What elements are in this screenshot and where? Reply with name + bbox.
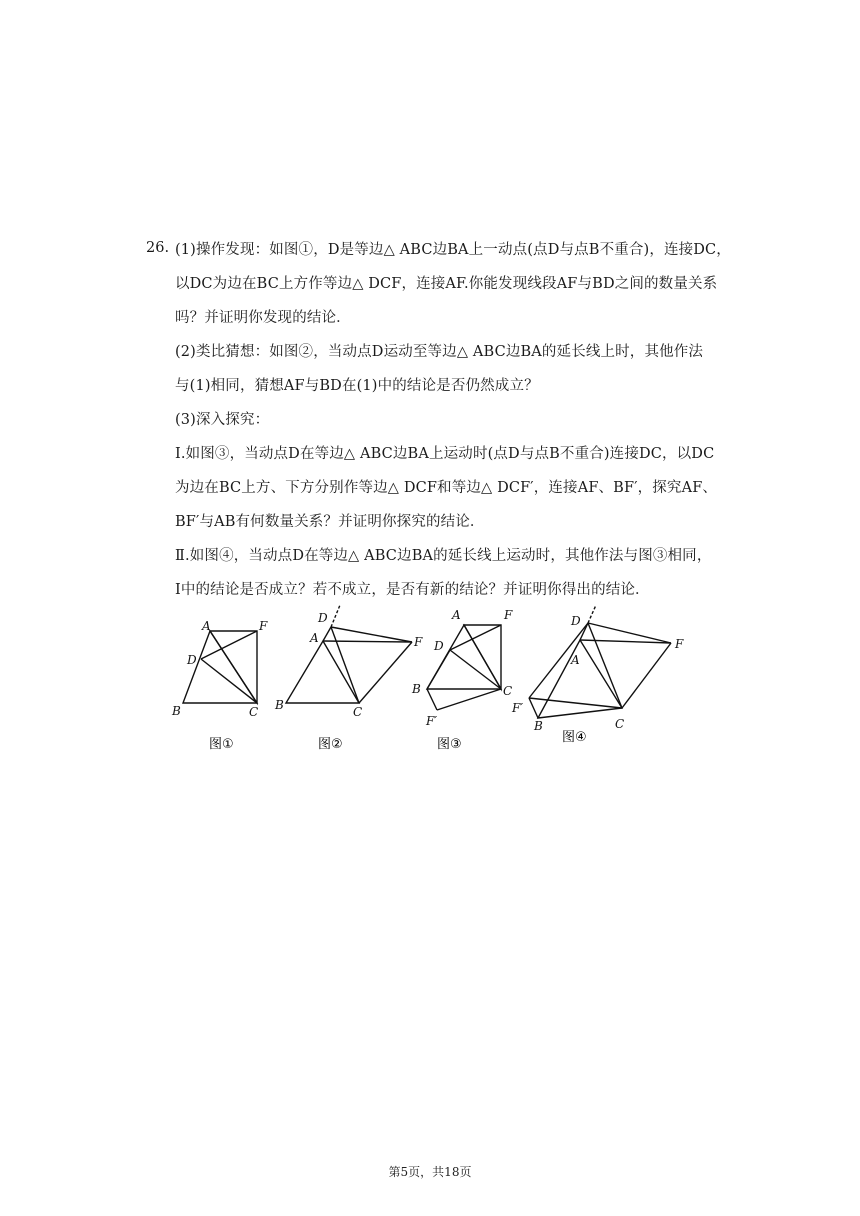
fig4-point-f: F — [675, 637, 684, 651]
figure-1-diagram — [183, 631, 257, 703]
fig4-point-d: D — [571, 614, 581, 628]
fig3-point-c: C — [503, 684, 513, 698]
fig2-point-b: B — [275, 698, 284, 712]
geometry-figures — [160, 600, 720, 760]
problem-line-8: 为边在BC上方、下方分别作等边△ DCF和等边△ DCF′，连接AF、BF′，探究AF、 — [175, 480, 718, 496]
fig2-point-c: C — [353, 705, 363, 719]
problem-line-9: BF′与AB有何数量关系？并证明你探究的结论． — [175, 514, 485, 530]
fig4-point-b: B — [534, 719, 543, 733]
figure-3-diagram — [427, 625, 501, 710]
problem-line-3: 吗？并证明你发现的结论． — [175, 310, 351, 326]
figure-2-label: 图② — [318, 737, 343, 752]
page-footer: 第5页，共18页 — [388, 1165, 472, 1179]
fig3-point-d: D — [434, 639, 444, 653]
problem-number: 26. — [146, 240, 170, 256]
problem-line-7: Ⅰ.如图③，当动点D在等边△ ABC边BA上运动时(点D与点B不重合)连接DC，以DC — [175, 446, 715, 462]
figures-row — [160, 600, 720, 760]
problem-line-4: (2)类比猜想：如图②，当动点D运动至等边△ ABC边BA的延长线上时，其他作法 — [175, 344, 704, 360]
fig4-point-c: C — [615, 717, 625, 731]
fig1-point-a: A — [202, 619, 211, 633]
fig2-point-f: F — [414, 635, 423, 649]
fig4-point-a: A — [571, 653, 580, 667]
problem-line-6: (3)深入探究： — [175, 412, 270, 428]
fig2-point-d: D — [318, 611, 328, 625]
fig3-point-f: F — [504, 608, 513, 622]
fig2-point-a: A — [310, 631, 319, 645]
problem-line-1: (1)操作发现：如图①，D是等边△ ABC边BA上一动点(点D与点B不重合)，连接DC， — [175, 242, 731, 258]
figure-4-diagram — [529, 605, 671, 718]
fig3-point-b: B — [412, 682, 421, 696]
fig3-point-f-prime: F′ — [426, 714, 438, 728]
fig1-point-d: D — [187, 653, 197, 667]
fig1-point-c: C — [249, 705, 259, 719]
fig1-point-f: F — [259, 619, 268, 633]
figure-1-label: 图① — [209, 737, 234, 752]
problem-line-2: 以DC为边在BC上方作等边△ DCF，连接AF.你能发现线段AF与BD之间的数量关系 — [175, 276, 718, 292]
figure-4-label: 图④ — [562, 730, 587, 745]
problem-line-10: Ⅱ.如图④，当动点D在等边△ ABC边BA的延长线上运动时，其他作法与图③相同， — [175, 548, 712, 564]
problem-line-11: Ⅰ中的结论是否成立？若不成立，是否有新的结论？并证明你得出的结论． — [175, 582, 650, 598]
problem-line-5: 与(1)相同，猜想AF与BD在(1)中的结论是否仍然成立？ — [175, 378, 539, 394]
figure-2-diagram — [286, 605, 412, 703]
fig1-point-b: B — [172, 704, 181, 718]
fig4-point-f-prime: F′ — [512, 701, 524, 715]
fig3-point-a: A — [452, 608, 461, 622]
figure-3-label: 图③ — [437, 737, 462, 752]
